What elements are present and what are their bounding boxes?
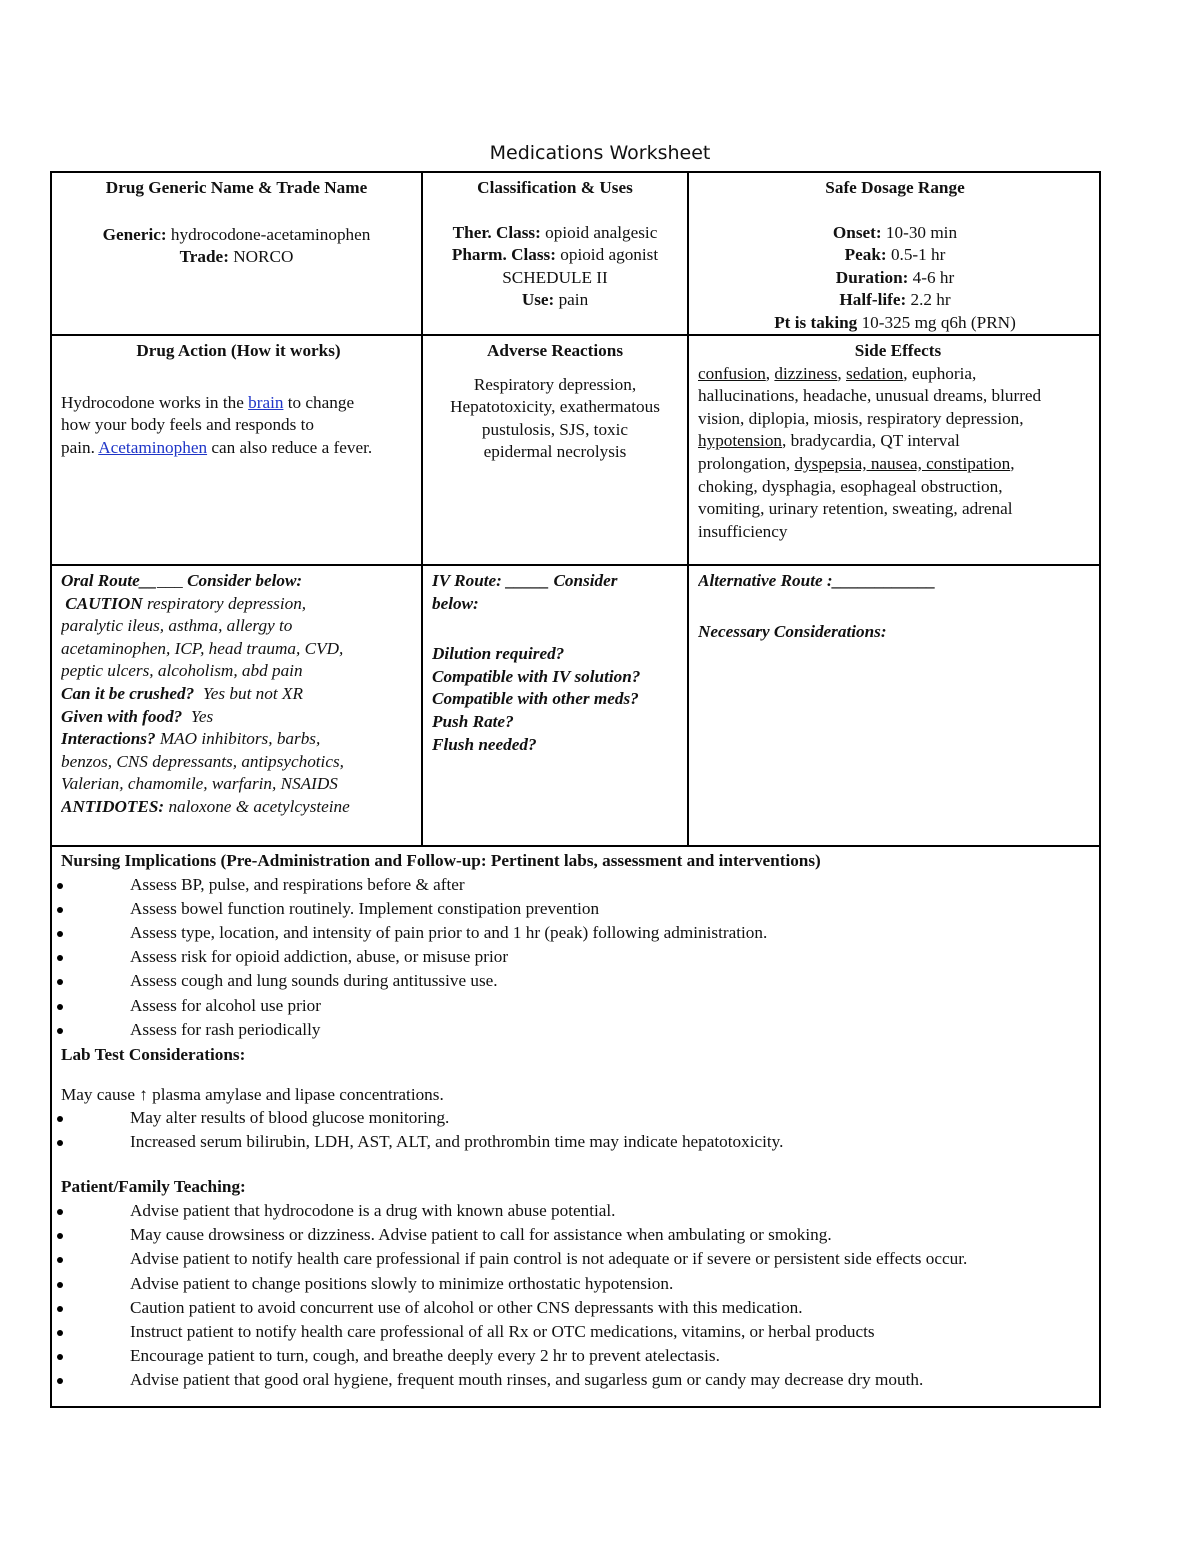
classification-header: Classification & Uses bbox=[477, 178, 633, 197]
bullet-icon bbox=[57, 931, 63, 937]
adverse-line: epidermal necrolysis bbox=[483, 442, 627, 462]
onset-value: 10-30 min bbox=[885, 222, 958, 242]
interactions-text: benzos, CNS depressants, antipsychotics, bbox=[61, 751, 344, 771]
list-item bbox=[52, 1296, 1099, 1320]
list-item-text: Encourage patient to turn, cough, and breathe deeply every 2 hr to prevent atelectasis. bbox=[130, 1346, 720, 1366]
pharm-class-label: Pharm. Class: bbox=[451, 245, 556, 265]
list-item bbox=[52, 969, 1099, 993]
alt-route-blank: ____________ bbox=[832, 571, 936, 590]
taking-label: Pt is taking bbox=[774, 312, 858, 332]
list-item bbox=[52, 1368, 1099, 1392]
list-item bbox=[52, 1199, 1099, 1223]
page-title: Medications Worksheet bbox=[489, 142, 711, 164]
side-effect-text: bradycardia, QT interval bbox=[790, 431, 960, 451]
necessary-considerations-label: Necessary Considerations: bbox=[698, 621, 887, 641]
list-item bbox=[52, 994, 1099, 1018]
peak-label: Peak: bbox=[844, 245, 887, 265]
interactions-text: Valerian, chamomile, warfarin, NSAIDS bbox=[61, 774, 338, 794]
nursing-list bbox=[52, 873, 1099, 1042]
dosage-header: Safe Dosage Range bbox=[825, 178, 965, 197]
caution-text: acetaminophen, ICP, head trauma, CVD, bbox=[61, 638, 344, 658]
brain-link[interactable]: brain bbox=[248, 392, 284, 412]
duration-label: Duration: bbox=[835, 267, 909, 287]
list-item-text: Advise patient that hydrocodone is a drug with known abuse potential. bbox=[130, 1200, 616, 1220]
side-effect-line: vomiting, urinary retention, sweating, adrenal bbox=[698, 499, 1013, 519]
iv-route-cell bbox=[432, 570, 684, 756]
bullet-icon bbox=[57, 1330, 63, 1336]
nursing-implications-cell bbox=[52, 850, 1099, 1393]
side-effect-text: euphoria, bbox=[911, 363, 977, 383]
list-item-text: Assess cough and lung sounds during antitussive use. bbox=[130, 971, 498, 991]
bullet-icon bbox=[57, 1233, 63, 1239]
list-item bbox=[52, 1018, 1099, 1042]
duration-value: 4-6 hr bbox=[912, 267, 955, 287]
side-effect-line: hallucinations, headache, unusual dreams, blurred bbox=[698, 386, 1042, 406]
generic-value: hydrocodone-acetaminophen bbox=[170, 224, 371, 244]
side-effect-text: prolongation, bbox=[698, 453, 791, 473]
interactions-value: MAO inhibitors, barbs, bbox=[159, 729, 321, 749]
drug-action-header: Drug Action (How it works) bbox=[136, 341, 341, 360]
side-effects-header: Side Effects bbox=[854, 341, 942, 360]
list-item bbox=[52, 945, 1099, 969]
bullet-icon bbox=[57, 883, 63, 889]
interactions-label: Interactions? bbox=[61, 729, 156, 749]
adverse-line: Respiratory depression, bbox=[473, 374, 637, 394]
list-item-text: Assess type, location, and intensity of pain prior to and 1 hr (peak) following administration. bbox=[130, 923, 768, 942]
use-value: pain bbox=[558, 290, 589, 310]
bullet-icon bbox=[57, 955, 63, 961]
alternative-route-cell bbox=[698, 570, 1098, 643]
dosage-cell bbox=[689, 177, 1101, 335]
list-item bbox=[52, 1344, 1099, 1368]
use-label: Use: bbox=[521, 290, 555, 310]
bullet-icon bbox=[57, 1140, 63, 1146]
classification-cell bbox=[423, 177, 687, 312]
drug-name-cell bbox=[52, 177, 421, 269]
bullet-icon bbox=[57, 1354, 63, 1360]
side-effect-hypotension: hypotension bbox=[698, 431, 783, 451]
halflife-label: Half-life: bbox=[839, 290, 907, 310]
drug-action-cell bbox=[61, 340, 416, 459]
list-item bbox=[52, 1320, 1099, 1344]
list-item bbox=[52, 897, 1099, 921]
teaching-header: Patient/Family Teaching: bbox=[61, 1177, 246, 1197]
action-text-5: can also reduce a fever. bbox=[211, 437, 373, 457]
side-effect-confusion: confusion bbox=[698, 363, 766, 383]
iv-below-label: below: bbox=[432, 593, 479, 613]
food-value: Yes bbox=[190, 706, 214, 726]
bullet-icon bbox=[57, 1282, 63, 1288]
list-item-text: May cause drowsiness or dizziness. Advise patient to call for assistance when ambulating or smoking. bbox=[130, 1225, 832, 1245]
taking-value: 10-325 mg q6h (PRN) bbox=[861, 312, 1016, 332]
list-item-text: Caution patient to avoid concurrent use of alcohol or other CNS depressants with this medication. bbox=[130, 1297, 803, 1317]
nursing-header: Nursing Implications (Pre-Administration and Follow-up: Pertinent labs, assessment and interventions) bbox=[61, 851, 821, 870]
list-item-text: Assess BP, pulse, and respirations before & after bbox=[130, 874, 465, 894]
iv-consider-label: Consider bbox=[553, 571, 618, 590]
adverse-line: Hepatotoxicity, exathermatous bbox=[450, 397, 660, 417]
list-item-text: Advise patient that good oral hygiene, frequent mouth rinses, and sugarless gum or candy may decrease dry mouth. bbox=[130, 1370, 924, 1390]
bullet-icon bbox=[57, 1378, 63, 1384]
iv-route-label: IV Route: bbox=[432, 571, 502, 590]
list-item-text: May alter results of blood glucose monitoring. bbox=[130, 1108, 450, 1128]
list-item bbox=[52, 1223, 1099, 1247]
oral-route-blank: ___ bbox=[156, 571, 183, 590]
teaching-list bbox=[52, 1199, 1099, 1393]
bullet-icon bbox=[57, 1306, 63, 1312]
iv-question: Flush needed? bbox=[432, 734, 537, 754]
acetaminophen-link[interactable]: Acetaminophen bbox=[98, 437, 208, 457]
lab-list bbox=[52, 1106, 1099, 1153]
list-item bbox=[52, 921, 1099, 945]
list-item-text: Assess for rash periodically bbox=[130, 1019, 321, 1039]
iv-question: Compatible with other meds? bbox=[432, 689, 639, 709]
list-item bbox=[52, 1106, 1099, 1130]
oral-route-label: Oral Route__ bbox=[61, 571, 157, 590]
bullet-icon bbox=[57, 1028, 63, 1034]
schedule: SCHEDULE II bbox=[502, 267, 608, 287]
list-item-text: Advise patient to notify health care professional if pain control is not adequate or if severe or persistent side effects occur. bbox=[130, 1249, 968, 1269]
bullet-icon bbox=[57, 979, 63, 985]
generic-label: Generic: bbox=[102, 224, 167, 244]
iv-question: Push Rate? bbox=[432, 711, 514, 731]
list-item-text: Advise patient to change positions slowly to minimize orthostatic hypotension. bbox=[130, 1273, 674, 1293]
adverse-reactions-cell bbox=[423, 340, 687, 464]
caution-text: paralytic ileus, asthma, allergy to bbox=[61, 616, 293, 636]
lab-intro: May cause ↑ plasma amylase and lipase concentrations. bbox=[61, 1084, 444, 1104]
drug-name-header: Drug Generic Name & Trade Name bbox=[105, 178, 368, 197]
side-effect-dizziness: dizziness bbox=[774, 363, 838, 383]
caution-text: respiratory depression, bbox=[146, 593, 307, 613]
iv-route-blank: _____ bbox=[506, 571, 550, 590]
list-item bbox=[52, 1272, 1099, 1296]
side-effect-line: insufficiency bbox=[698, 521, 788, 541]
list-item-text: Increased serum bilirubin, LDH, AST, ALT, and prothrombin time may indicate hepatotoxicity. bbox=[130, 1131, 784, 1151]
row-divider-2 bbox=[52, 564, 1099, 566]
oral-consider-label: Consider below: bbox=[187, 571, 303, 590]
side-effect-gi: dyspepsia, nausea, constipation bbox=[794, 453, 1011, 473]
food-label: Given with food? bbox=[61, 706, 183, 726]
halflife-value: 2.2 hr bbox=[910, 290, 951, 310]
alt-route-label: Alternative Route : bbox=[698, 571, 833, 590]
list-item bbox=[52, 1130, 1099, 1154]
adverse-reactions-header: Adverse Reactions bbox=[486, 341, 624, 360]
bullet-icon bbox=[57, 1116, 63, 1122]
list-item-text: Assess for alcohol use prior bbox=[130, 995, 321, 1015]
peak-value: 0.5-1 hr bbox=[890, 245, 946, 265]
crush-label: Can it be crushed? bbox=[61, 683, 195, 703]
trade-value: NORCO bbox=[233, 247, 294, 267]
antidotes-value: naloxone & acetylcysteine bbox=[168, 796, 350, 816]
action-text-1: Hydrocodone works in the bbox=[61, 392, 244, 412]
row-divider-3 bbox=[52, 845, 1099, 847]
action-text-2: to change bbox=[287, 392, 355, 412]
list-item-text: Assess bowel function routinely. Implement constipation prevention bbox=[130, 898, 600, 918]
list-item-text: Assess risk for opioid addiction, abuse, or misuse prior bbox=[130, 947, 509, 967]
iv-question: Compatible with IV solution? bbox=[432, 666, 641, 686]
side-effect-sedation: sedation bbox=[846, 363, 904, 383]
bullet-icon bbox=[57, 907, 63, 913]
action-text-3: how your body feels and responds to bbox=[61, 415, 314, 435]
antidotes-label: ANTIDOTES: bbox=[61, 796, 165, 816]
bullet-icon bbox=[57, 1209, 63, 1215]
list-item bbox=[52, 873, 1099, 897]
action-text-4: pain. bbox=[61, 437, 95, 457]
list-item-text: Instruct patient to notify health care professional of all Rx or OTC medications, vitamins, or herbal products bbox=[130, 1322, 875, 1341]
list-item bbox=[52, 1247, 1099, 1271]
crush-value: Yes but not XR bbox=[202, 683, 303, 703]
side-effect-line: vision, diplopia, miosis, respiratory depression, bbox=[698, 408, 1024, 428]
iv-question: Dilution required? bbox=[432, 644, 565, 664]
bullet-icon bbox=[57, 1004, 63, 1010]
ther-class-label: Ther. Class: bbox=[452, 222, 541, 242]
bullet-icon bbox=[57, 1257, 63, 1263]
onset-label: Onset: bbox=[832, 222, 882, 242]
caution-label: CAUTION bbox=[65, 593, 143, 613]
caution-text: peptic ulcers, alcoholism, abd pain bbox=[61, 661, 303, 681]
oral-route-cell bbox=[61, 570, 419, 819]
side-effect-line: choking, dysphagia, esophageal obstruction, bbox=[698, 476, 1003, 496]
lab-header: Lab Test Considerations: bbox=[61, 1045, 246, 1065]
worksheet-table bbox=[50, 171, 1101, 1408]
side-effects-cell: Side Effects confusion, dizziness, sedation, euphoria, hallucinations, headache, unusual dreams, blurred vision, diplopia, miosis, respiratory depression, hypotension, bradycardia, QT interval prolongation, dyspepsia, nausea, constipation, choking, dysphagia, esophageal obstruction, vomiting, urinary retention, sweating, adrenal insufficiency bbox=[698, 340, 1098, 543]
trade-label: Trade: bbox=[179, 247, 229, 267]
pharm-class-value: opioid agonist bbox=[560, 245, 659, 265]
ther-class-value: opioid analgesic bbox=[545, 222, 658, 242]
adverse-line: pustulosis, SJS, toxic bbox=[481, 419, 629, 439]
